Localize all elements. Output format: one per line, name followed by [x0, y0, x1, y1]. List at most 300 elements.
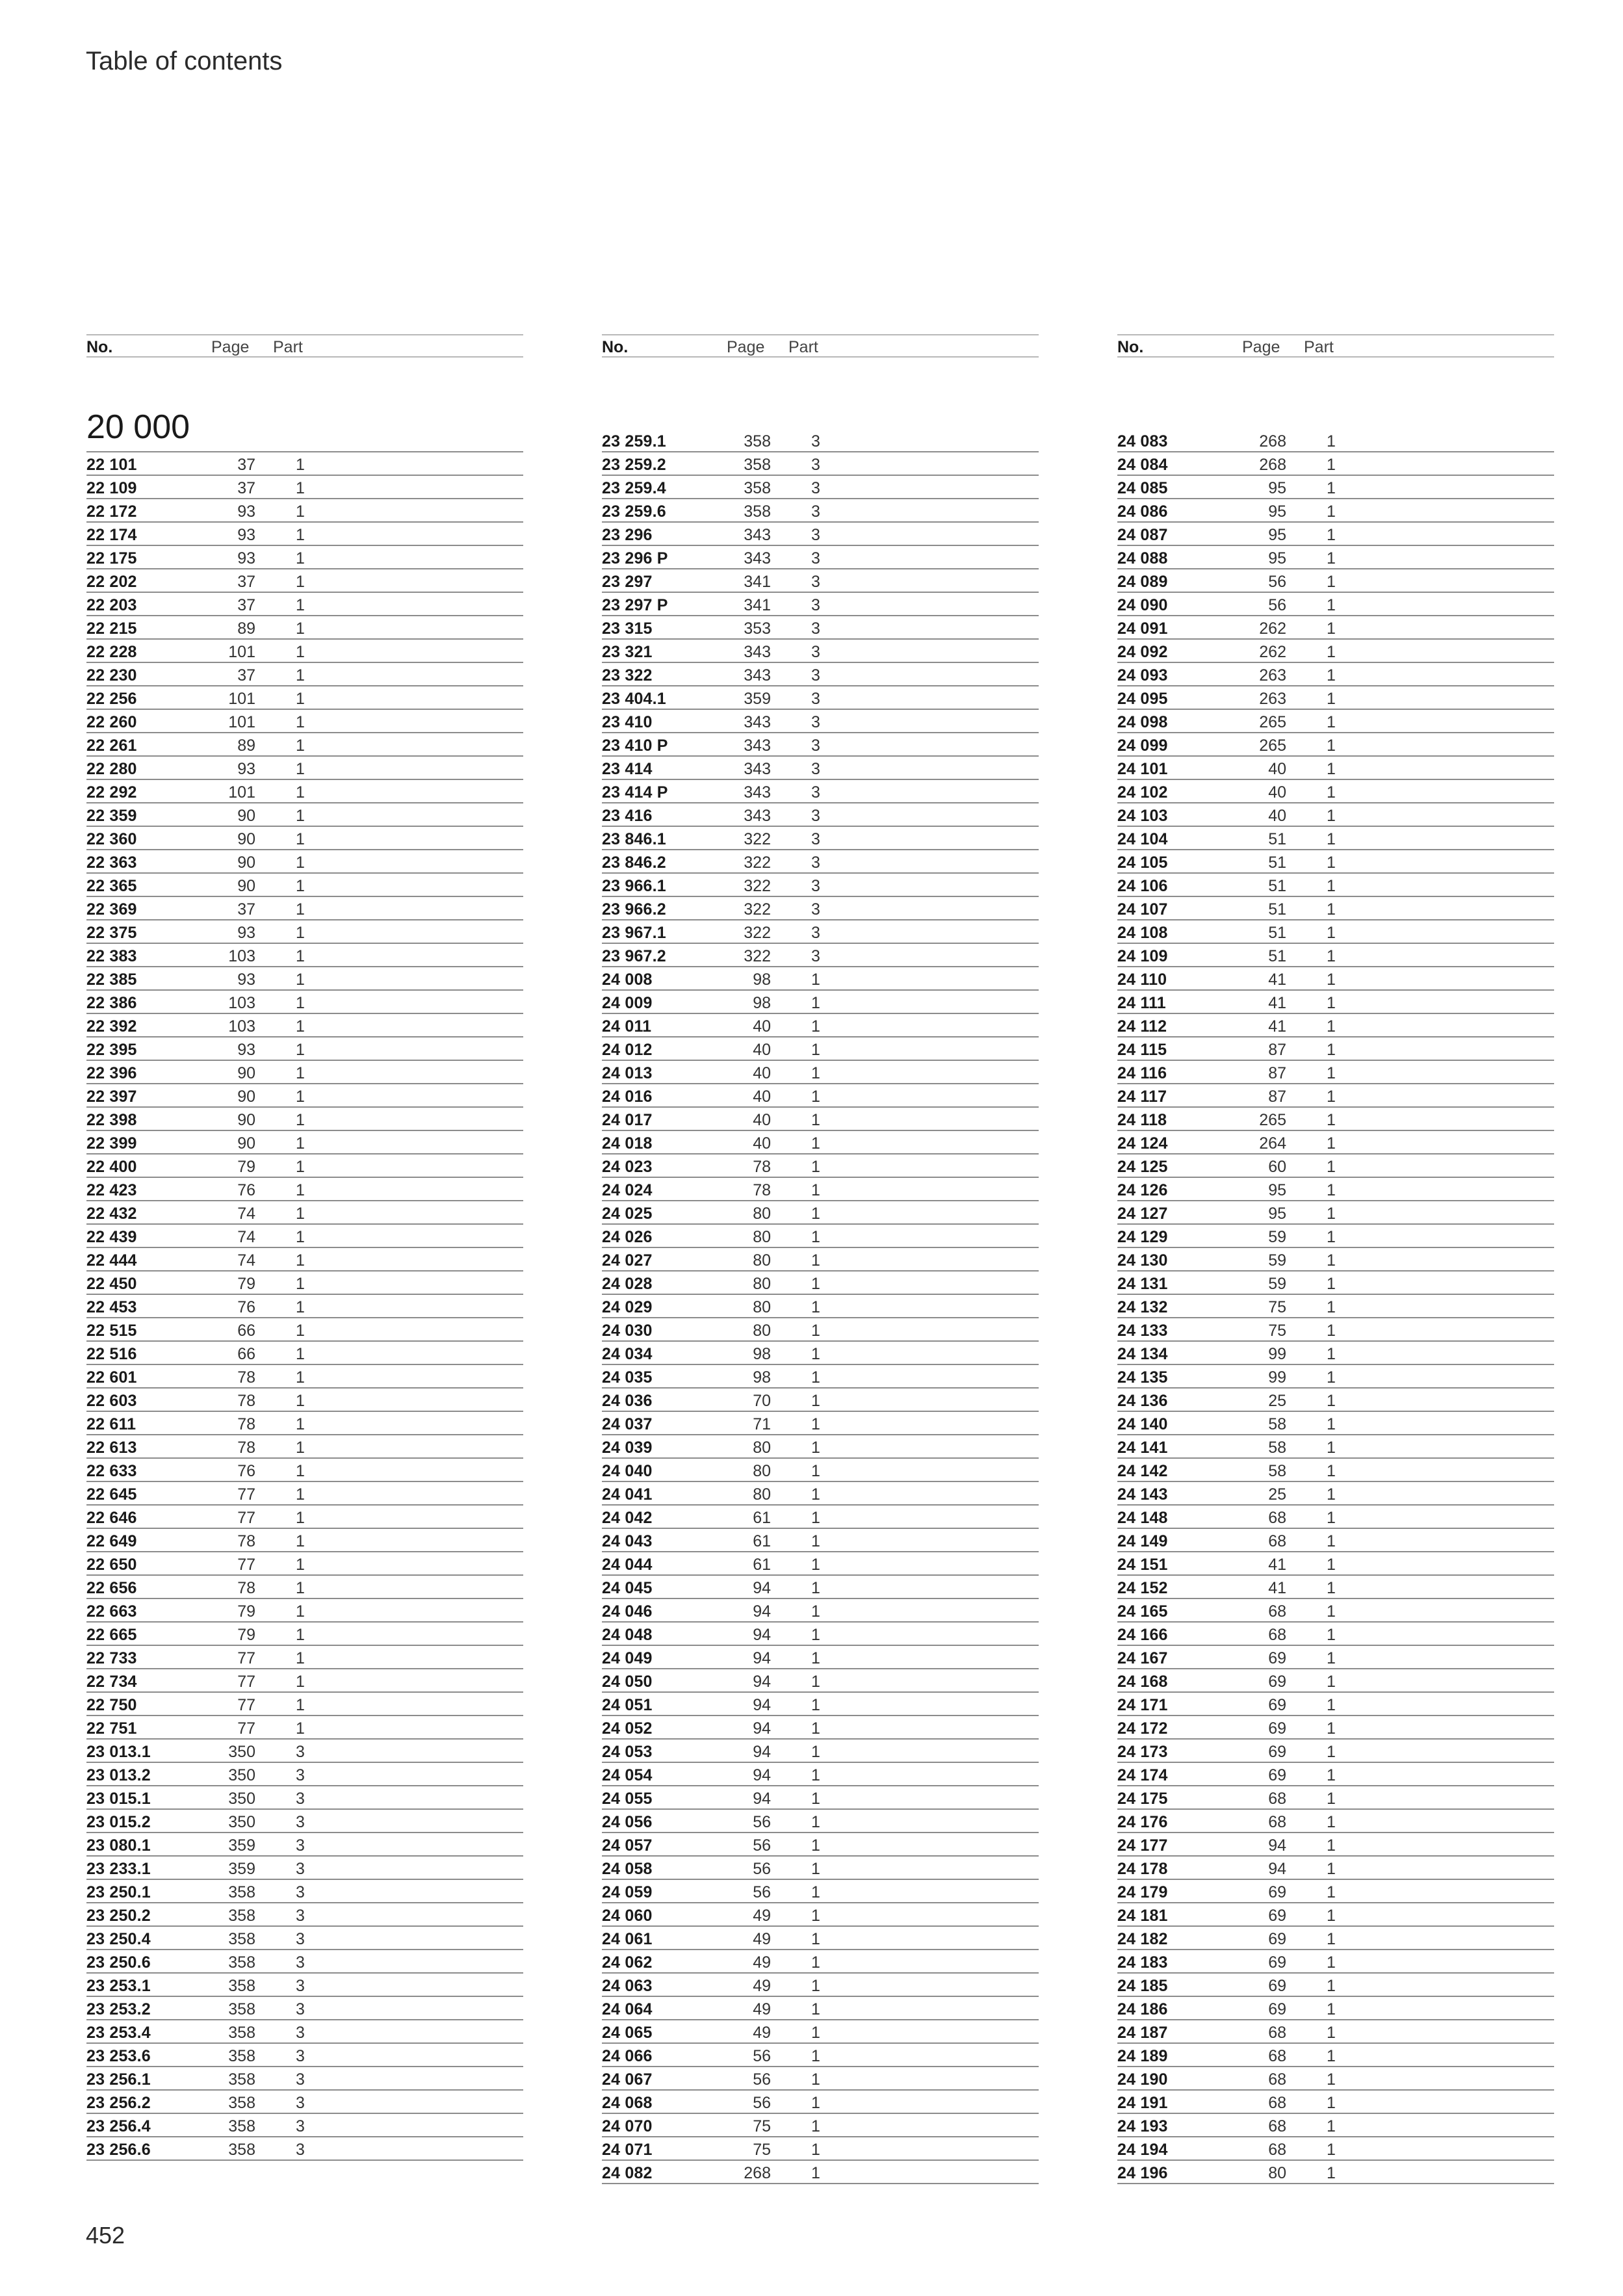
part-number-cell: 1: [811, 1813, 820, 1831]
part-number-cell: 1: [296, 1392, 305, 1410]
item-number: 23 013.2: [86, 1766, 151, 1784]
part-number-cell: 3: [811, 526, 820, 544]
item-number: 24 141: [1117, 1439, 1168, 1457]
table-row: [1117, 1997, 1554, 2020]
item-number: 24 064: [602, 2000, 653, 2018]
part-number-cell: 1: [811, 1111, 820, 1129]
page-number-cell: 37: [237, 479, 255, 497]
part-number-cell: 1: [811, 1766, 820, 1784]
part-number-cell: 1: [811, 1041, 820, 1059]
page-number-cell: 322: [744, 900, 771, 919]
item-number: 24 024: [602, 1181, 653, 1199]
part-number-cell: 1: [1327, 1181, 1336, 1199]
table-row: [86, 2067, 523, 2091]
part-number-cell: 1: [1327, 1111, 1336, 1129]
item-number: 24 178: [1117, 1860, 1168, 1878]
part-number-cell: 1: [1327, 502, 1336, 521]
table-row: [1117, 1272, 1554, 1295]
page-number: 452: [86, 2222, 125, 2249]
part-number-cell: 1: [296, 1532, 305, 1550]
page-number-cell: 51: [1268, 947, 1286, 965]
table-row: [602, 569, 1039, 593]
part-number-cell: 1: [811, 1415, 820, 1433]
table-row: [86, 1740, 523, 1763]
page-number-cell: 95: [1268, 1205, 1286, 1223]
page-number-cell: 74: [237, 1228, 255, 1246]
table-row: [86, 1459, 523, 1482]
item-number: 24 127: [1117, 1205, 1168, 1223]
item-number: 22 359: [86, 807, 137, 825]
column-header: [86, 334, 523, 358]
toc-column-1: [86, 334, 523, 2161]
table-row: [86, 780, 523, 803]
page-number-cell: 68: [1268, 2024, 1286, 2042]
item-number: 23 414: [602, 760, 653, 778]
item-number: 24 012: [602, 1041, 653, 1059]
part-number-cell: 1: [1327, 1134, 1336, 1153]
item-number: 24 125: [1117, 1158, 1168, 1176]
table-row: [1117, 686, 1554, 710]
item-number: 23 414 P: [602, 783, 668, 802]
page-number-cell: 78: [237, 1579, 255, 1597]
part-number-cell: 1: [811, 1134, 820, 1153]
page-number-cell: 263: [1259, 666, 1286, 685]
page-number-cell: 94: [753, 1743, 771, 1761]
part-number-cell: 1: [1327, 2094, 1336, 2112]
page-number-cell: 358: [228, 2047, 255, 2065]
part-number-cell: 1: [1327, 971, 1336, 989]
part-number-cell: 1: [811, 1275, 820, 1293]
part-number-cell: 1: [1327, 1813, 1336, 1831]
item-number: 22 423: [86, 1181, 137, 1199]
page-number-cell: 262: [1259, 620, 1286, 638]
part-number-cell: 1: [296, 1251, 305, 1270]
page-number-cell: 87: [1268, 1064, 1286, 1082]
item-number: 24 115: [1117, 1041, 1167, 1059]
item-number: 24 023: [602, 1158, 653, 1176]
part-number-cell: 1: [296, 1579, 305, 1597]
page-number-cell: 69: [1268, 2000, 1286, 2018]
item-number: 23 259.2: [602, 456, 666, 474]
part-number-cell: 1: [811, 1626, 820, 1644]
item-number: 24 110: [1117, 971, 1167, 989]
part-number-cell: 1: [811, 1322, 820, 1340]
page-number-cell: 37: [237, 900, 255, 919]
item-number: 24 057: [602, 1836, 653, 1855]
item-number: 23 256.1: [86, 2070, 151, 2089]
item-number: 22 386: [86, 994, 137, 1012]
item-number: 24 027: [602, 1251, 653, 1270]
table-row: [1117, 1482, 1554, 1506]
table-row: [1117, 1225, 1554, 1248]
table-row: [86, 1880, 523, 1903]
page-number-cell: 358: [228, 1883, 255, 1901]
part-number-cell: 3: [296, 1953, 305, 1972]
page-number-cell: 265: [1259, 1111, 1286, 1129]
item-number: 24 048: [602, 1626, 653, 1644]
item-number: 23 846.2: [602, 854, 666, 872]
part-number-cell: 3: [296, 2000, 305, 2018]
part-number-cell: 1: [811, 2070, 820, 2089]
part-number-cell: 1: [1327, 1017, 1336, 1036]
page-number-cell: 95: [1268, 526, 1286, 544]
table-row: [1117, 1365, 1554, 1389]
item-number: 22 109: [86, 479, 137, 497]
item-number: 23 296 P: [602, 549, 668, 567]
page-number-cell: 341: [744, 596, 771, 614]
table-row: [86, 640, 523, 663]
table-row: [602, 1435, 1039, 1459]
item-number: 22 292: [86, 783, 137, 802]
table-row: [1117, 1318, 1554, 1342]
table-row: [602, 1295, 1039, 1318]
part-number-cell: 1: [296, 1696, 305, 1714]
item-number: 24 182: [1117, 1930, 1168, 1948]
part-number-cell: 1: [296, 1205, 305, 1223]
part-number-cell: 1: [811, 1649, 820, 1667]
part-number-cell: 1: [811, 1907, 820, 1925]
table-row: [86, 827, 523, 850]
item-number: 22 656: [86, 1579, 137, 1597]
item-number: 23 256.4: [86, 2117, 151, 2135]
item-number: 24 095: [1117, 690, 1168, 708]
item-number: 22 665: [86, 1626, 137, 1644]
part-number-cell: 1: [1327, 643, 1336, 661]
page-number-cell: 37: [237, 596, 255, 614]
item-number: 22 453: [86, 1298, 137, 1316]
table-row: [602, 2114, 1039, 2137]
page-number-cell: 68: [1268, 1602, 1286, 1621]
item-number: 24 109: [1117, 947, 1168, 965]
page-number-cell: 76: [237, 1181, 255, 1199]
item-number: 22 383: [86, 947, 137, 965]
table-row: [1117, 1950, 1554, 1974]
part-number-cell: 1: [811, 1790, 820, 1808]
part-number-cell: 1: [1327, 924, 1336, 942]
part-number-cell: 1: [296, 877, 305, 895]
table-row: [602, 1318, 1039, 1342]
part-number-cell: 3: [811, 900, 820, 919]
part-number-cell: 3: [811, 830, 820, 848]
page-number-cell: 75: [753, 2141, 771, 2159]
part-number-cell: 1: [1327, 737, 1336, 755]
section-heading: 20 000: [86, 407, 523, 452]
part-number-cell: 1: [811, 2047, 820, 2065]
page-number-cell: 93: [237, 760, 255, 778]
part-number-cell: 1: [1327, 1041, 1336, 1059]
table-row: [1117, 2067, 1554, 2091]
item-number: 24 196: [1117, 2164, 1168, 2182]
column-header: [1117, 334, 1554, 358]
part-number-cell: 3: [296, 2141, 305, 2159]
item-number: 24 065: [602, 2024, 653, 2042]
item-number: 24 085: [1117, 479, 1168, 497]
item-number: 22 650: [86, 1556, 137, 1574]
item-number: 24 185: [1117, 1977, 1168, 1995]
toc-rows: [86, 452, 523, 2161]
page-number-cell: 40: [753, 1088, 771, 1106]
table-row: [86, 663, 523, 686]
page-number-cell: 56: [753, 2047, 771, 2065]
table-row: [602, 1716, 1039, 1740]
page-number-cell: 101: [228, 690, 255, 708]
page-number-cell: 101: [228, 783, 255, 802]
column-spacer: [602, 358, 1039, 429]
part-number-cell: 1: [811, 1181, 820, 1199]
item-number: 23 967.2: [602, 947, 666, 965]
table-row: [602, 1974, 1039, 1997]
table-row: [602, 1740, 1039, 1763]
page-number-cell: 69: [1268, 1649, 1286, 1667]
table-row: [86, 757, 523, 780]
table-row: [602, 1857, 1039, 1880]
item-number: 22 515: [86, 1322, 137, 1340]
item-number: 23 253.2: [86, 2000, 151, 2018]
item-number: 22 175: [86, 549, 137, 567]
part-number-cell: 1: [811, 1392, 820, 1410]
item-number: 22 398: [86, 1111, 137, 1129]
page-number-cell: 68: [1268, 2117, 1286, 2135]
page-number-cell: 358: [228, 1907, 255, 1925]
page-number-cell: 51: [1268, 924, 1286, 942]
item-number: 24 041: [602, 1485, 653, 1504]
page-number-cell: 94: [1268, 1860, 1286, 1878]
page-number-cell: 358: [228, 1977, 255, 1995]
item-number: 24 166: [1117, 1626, 1168, 1644]
part-number-cell: 1: [811, 1743, 820, 1761]
page-number-cell: 79: [237, 1275, 255, 1293]
item-number: 24 086: [1117, 502, 1168, 521]
part-number-cell: 3: [296, 1907, 305, 1925]
item-number: 24 134: [1117, 1345, 1168, 1363]
table-row: [86, 1342, 523, 1365]
item-number: 22 399: [86, 1134, 137, 1153]
part-number-cell: 3: [811, 479, 820, 497]
page-number-cell: 77: [237, 1485, 255, 1504]
page-number-cell: 268: [1259, 432, 1286, 450]
page-number-cell: 56: [753, 1813, 771, 1831]
table-row: [602, 1272, 1039, 1295]
table-row: [1117, 850, 1554, 874]
part-number-cell: 1: [296, 1509, 305, 1527]
part-number-cell: 1: [811, 1883, 820, 1901]
header-page: Page: [727, 338, 765, 356]
table-row: [86, 1833, 523, 1857]
part-number-cell: 1: [296, 971, 305, 989]
item-number: 22 601: [86, 1368, 137, 1387]
table-row: [86, 1201, 523, 1225]
page-number-cell: 103: [228, 1017, 255, 1036]
item-number: 24 132: [1117, 1298, 1168, 1316]
part-number-cell: 3: [811, 713, 820, 731]
item-number: 24 049: [602, 1649, 653, 1667]
table-row: [1117, 2137, 1554, 2161]
part-number-cell: 1: [296, 1134, 305, 1153]
table-row: [86, 1037, 523, 1061]
table-row: [1117, 897, 1554, 920]
part-number-cell: 3: [296, 1836, 305, 1855]
table-row: [602, 827, 1039, 850]
page-number-cell: 69: [1268, 1696, 1286, 1714]
page-number-cell: 68: [1268, 2070, 1286, 2089]
table-row: [1117, 1927, 1554, 1950]
item-number: 23 250.6: [86, 1953, 151, 1972]
item-number: 24 107: [1117, 900, 1168, 919]
table-row: [86, 616, 523, 640]
table-row: [1117, 1786, 1554, 1810]
page-number-cell: 40: [753, 1041, 771, 1059]
table-row: [602, 1880, 1039, 1903]
part-number-cell: 1: [811, 2117, 820, 2135]
item-number: 24 029: [602, 1298, 653, 1316]
part-number-cell: 1: [296, 1626, 305, 1644]
page-number-cell: 69: [1268, 1907, 1286, 1925]
item-number: 24 034: [602, 1345, 653, 1363]
table-row: [602, 2044, 1039, 2067]
page-number-cell: 69: [1268, 1673, 1286, 1691]
item-number: 22 516: [86, 1345, 137, 1363]
part-number-cell: 1: [1327, 1907, 1336, 1925]
item-number: 24 037: [602, 1415, 653, 1433]
part-number-cell: 3: [811, 760, 820, 778]
part-number-cell: 3: [811, 549, 820, 567]
table-row: [1117, 874, 1554, 897]
item-number: 24 183: [1117, 1953, 1168, 1972]
page-number-cell: 80: [753, 1275, 771, 1293]
part-number-cell: 1: [296, 456, 305, 474]
toc-column-2: [602, 334, 1039, 2184]
page-number-cell: 77: [237, 1719, 255, 1738]
item-number: 24 067: [602, 2070, 653, 2089]
part-number-cell: 1: [1327, 1790, 1336, 1808]
table-row: [1117, 1037, 1554, 1061]
table-row: [1117, 593, 1554, 616]
item-number: 24 152: [1117, 1579, 1168, 1597]
toc-column-3: [1117, 334, 1554, 2184]
table-row: [1117, 569, 1554, 593]
page-number-cell: 78: [753, 1158, 771, 1176]
item-number: 22 174: [86, 526, 137, 544]
part-number-cell: 1: [1327, 479, 1336, 497]
table-row: [602, 1061, 1039, 1084]
item-number: 24 143: [1117, 1485, 1168, 1504]
part-number-cell: 1: [296, 643, 305, 661]
page-number-cell: 49: [753, 1977, 771, 1995]
part-number-cell: 1: [1327, 526, 1336, 544]
part-number-cell: 3: [296, 2070, 305, 2089]
table-row: [86, 1646, 523, 1669]
part-number-cell: 3: [296, 1883, 305, 1901]
page-number-cell: 78: [237, 1532, 255, 1550]
item-number: 22 375: [86, 924, 137, 942]
part-number-cell: 1: [296, 1462, 305, 1480]
table-row: [1117, 1108, 1554, 1131]
page-number-cell: 322: [744, 830, 771, 848]
item-number: 23 253.4: [86, 2024, 151, 2042]
part-number-cell: 1: [1327, 596, 1336, 614]
table-row: [602, 1131, 1039, 1155]
table-row: [86, 1997, 523, 2020]
page-number-cell: 358: [228, 2094, 255, 2112]
page-number-cell: 358: [744, 502, 771, 521]
part-number-cell: 1: [296, 737, 305, 755]
part-number-cell: 1: [1327, 1602, 1336, 1621]
item-number: 24 174: [1117, 1766, 1168, 1784]
item-number: 24 071: [602, 2141, 653, 2159]
part-number-cell: 1: [296, 1322, 305, 1340]
page-number-cell: 76: [237, 1298, 255, 1316]
page-number-cell: 90: [237, 1064, 255, 1082]
table-row: [602, 1037, 1039, 1061]
page-number-cell: 79: [237, 1158, 255, 1176]
part-number-cell: 1: [1327, 1977, 1336, 1995]
table-row: [602, 1763, 1039, 1786]
table-row: [1117, 523, 1554, 546]
table-row: [1117, 1716, 1554, 1740]
page-number-cell: 56: [753, 2070, 771, 2089]
part-number-cell: 3: [296, 1930, 305, 1948]
item-number: 22 172: [86, 502, 137, 521]
page-number-cell: 80: [753, 1462, 771, 1480]
page-number-cell: 358: [228, 2000, 255, 2018]
page-number-cell: 343: [744, 737, 771, 755]
item-number: 23 250.2: [86, 1907, 151, 1925]
table-row: [86, 850, 523, 874]
item-number: 24 179: [1117, 1883, 1168, 1901]
page-number-cell: 68: [1268, 1532, 1286, 1550]
table-row: [86, 944, 523, 967]
table-row: [602, 593, 1039, 616]
part-number-cell: 1: [296, 1041, 305, 1059]
part-number-cell: 1: [811, 1368, 820, 1387]
table-row: [602, 1927, 1039, 1950]
table-row: [602, 967, 1039, 991]
page-number-cell: 93: [237, 526, 255, 544]
part-number-cell: 1: [811, 2000, 820, 2018]
item-number: 24 093: [1117, 666, 1168, 685]
table-row: [1117, 640, 1554, 663]
page-number-cell: 59: [1268, 1228, 1286, 1246]
table-row: [602, 686, 1039, 710]
table-row: [1117, 1084, 1554, 1108]
page-number-cell: 101: [228, 713, 255, 731]
page-number-cell: 343: [744, 783, 771, 802]
page-number-cell: 343: [744, 666, 771, 685]
table-row: [602, 780, 1039, 803]
page-number-cell: 358: [228, 1953, 255, 1972]
part-number-cell: 1: [811, 1579, 820, 1597]
item-number: 22 396: [86, 1064, 137, 1082]
part-number-cell: 1: [296, 1415, 305, 1433]
part-number-cell: 1: [296, 1556, 305, 1574]
table-row: [86, 1716, 523, 1740]
item-number: 24 087: [1117, 526, 1168, 544]
page-number-cell: 49: [753, 2000, 771, 2018]
item-number: 23 253.1: [86, 1977, 151, 1995]
table-row: [1117, 429, 1554, 452]
page-number-cell: 103: [228, 994, 255, 1012]
table-row: [602, 1506, 1039, 1529]
part-number-cell: 1: [1327, 573, 1336, 591]
part-number-cell: 1: [1327, 1673, 1336, 1691]
page-number-cell: 69: [1268, 1719, 1286, 1738]
item-number: 24 129: [1117, 1228, 1168, 1246]
item-number: 22 203: [86, 596, 137, 614]
page-number-cell: 99: [1268, 1368, 1286, 1387]
table-row: [602, 1623, 1039, 1646]
item-number: 24 061: [602, 1930, 653, 1948]
page-number-cell: 80: [753, 1228, 771, 1246]
